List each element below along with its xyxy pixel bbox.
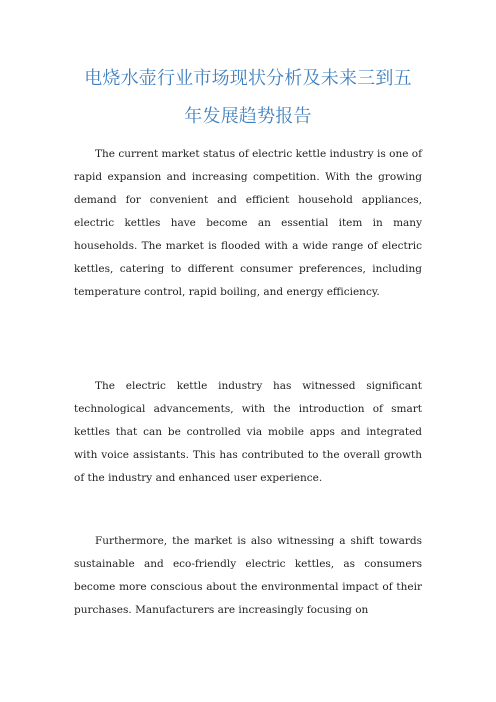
paragraph-1-text: The current market status of electric kettle industry is one of rapid expansion and increasing competition. With the growing demand for convenient and efficient household appliances, electric kettles have become an essential item in many households. The market is flooded with a wide range of electric kettles, catering to different consumer preferences, including temperature control, rapid boiling, and energy efficiency. — [74, 148, 422, 298]
paragraph-1 — [74, 143, 422, 304]
paragraph-2 — [74, 375, 422, 490]
paragraph-3 — [74, 530, 422, 622]
paragraph-3-text: Furthermore, the market is also witnessing a shift towards sustainable and eco-friendly electric kettles, as consumers become more conscious about the environmental impact of their purchases. Manufacturers are increasingly focusing on — [74, 535, 422, 616]
paragraph-2-text: The electric kettle industry has witnessed significant technological advancements, with the introduction of smart kettles that can be controlled via mobile apps and integrated with voice assistants. This has contributed to the overall growth of the industry and enhanced user experience. — [74, 380, 422, 484]
document-title-line-1: 电烧水壶行业市场现状分析及未来三到五 — [84, 68, 412, 89]
document-title-line-2: 年发展趋势报告 — [184, 106, 312, 127]
